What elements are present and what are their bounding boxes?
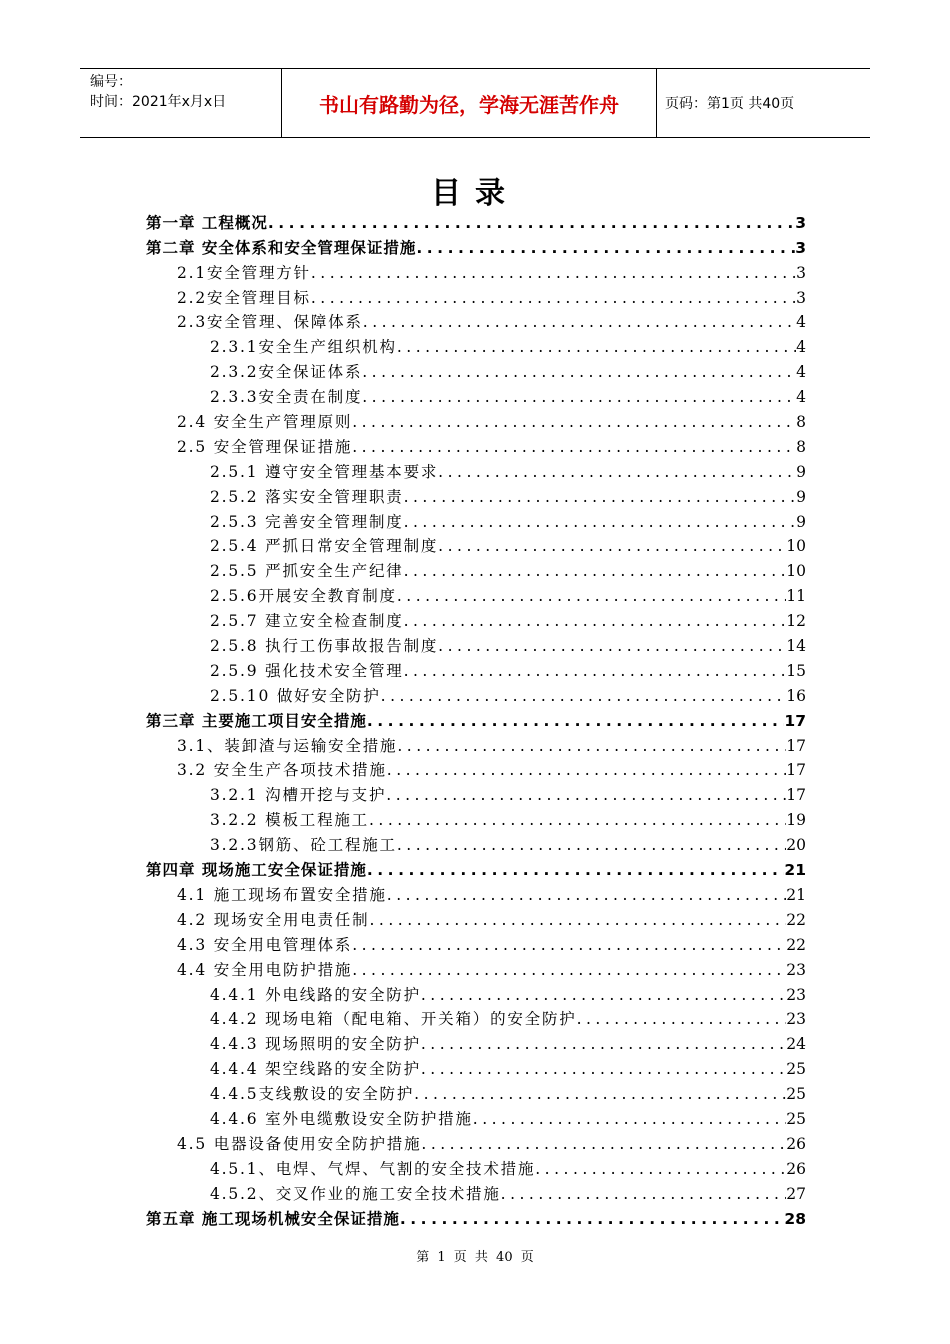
toc-leader-dots	[352, 436, 796, 458]
toc-entry-label: 第四章 现场施工安全保证措施	[146, 861, 367, 880]
toc-leader-dots	[397, 735, 786, 757]
toc-entry-page: 4	[796, 338, 806, 357]
toc-entry-page: 14	[786, 637, 806, 656]
toc-entry[interactable]	[146, 906, 806, 931]
toc-leader-dots	[421, 1033, 786, 1055]
toc-leader-dots	[421, 984, 786, 1006]
toc-entry-label: 2.2安全管理目标	[177, 288, 311, 307]
toc-entry-page: 16	[786, 686, 806, 705]
toc-leader-dots	[311, 287, 796, 309]
toc-entry-label: 2.5.2 落实安全管理职责	[210, 487, 404, 506]
toc-leader-dots	[438, 535, 786, 557]
header-meta	[80, 69, 282, 137]
toc-leader-dots	[387, 759, 786, 781]
header-page-info: 页码：第1页 共40页	[665, 96, 795, 112]
toc-entry[interactable]	[146, 931, 806, 956]
toc-entry[interactable]	[146, 582, 806, 607]
toc-leader-dots	[438, 461, 796, 483]
toc-entry-label: 第三章 主要施工项目安全措施	[146, 711, 367, 730]
toc-entry-label: 4.2 现场安全用电责任制	[177, 910, 370, 929]
toc-entry[interactable]	[146, 1205, 806, 1230]
toc-leader-dots	[369, 809, 786, 831]
toc-entry-label: 4.4.3 现场照明的安全防护	[210, 1035, 421, 1054]
toc-entry[interactable]	[146, 1030, 806, 1055]
toc-entry-page: 10	[786, 562, 806, 581]
toc-entry-page: 25	[786, 1109, 806, 1128]
toc-entry-label: 第一章 工程概况	[146, 213, 268, 232]
toc-entry-page: 25	[786, 1085, 806, 1104]
toc-entry[interactable]	[146, 1130, 806, 1155]
toc-entry-page: 24	[786, 1035, 806, 1054]
toc-entry-page: 26	[786, 1134, 806, 1153]
toc-leader-dots	[367, 859, 785, 881]
toc-entry-label: 2.5.7 建立安全检查制度	[210, 612, 404, 631]
toc-entry-label: 2.5.5 严抓安全生产纪律	[210, 562, 404, 581]
header-motto: 书山有路勤为径，学海无涯苦作舟	[282, 69, 657, 137]
toc-leader-dots	[400, 1208, 785, 1230]
toc-leader-dots	[362, 361, 796, 383]
toc-entry-label: 4.4 安全用电防护措施	[177, 960, 353, 979]
toc-entry-label: 4.3 安全用电管理体系	[177, 935, 353, 954]
toc-entry-page: 26	[786, 1159, 806, 1178]
toc-leader-dots	[369, 909, 786, 931]
toc-leader-dots	[386, 784, 786, 806]
toc-entry-label: 2.3.1安全生产组织机构	[210, 338, 397, 357]
toc-leader-dots	[421, 1133, 786, 1155]
toc-entry-label: 2.5.1 遵守安全管理基本要求	[210, 462, 439, 481]
toc-entry-page: 17	[784, 711, 806, 730]
toc-entry-page: 4	[796, 388, 806, 407]
toc-entry-label: 2.1安全管理方针	[177, 263, 311, 282]
toc-leader-dots	[404, 560, 787, 582]
toc-entry[interactable]	[146, 1105, 806, 1130]
toc-entry[interactable]	[146, 508, 806, 533]
toc-entry[interactable]	[146, 358, 806, 383]
toc-entry-label: 2.5.10 做好安全防护	[210, 686, 381, 705]
toc-entry-page: 8	[796, 437, 806, 456]
toc-leader-dots	[397, 585, 786, 607]
toc-entry[interactable]	[146, 607, 806, 632]
toc-leader-dots	[404, 511, 797, 533]
toc-entry-page: 21	[786, 885, 806, 904]
toc-entry-label: 第五章 施工现场机械安全保证措施	[146, 1209, 400, 1228]
toc-entry-page: 17	[786, 736, 806, 755]
toc-entry-page: 3	[796, 288, 806, 307]
toc-entry-page: 28	[784, 1209, 806, 1228]
toc-entry-page: 21	[784, 861, 806, 880]
toc-entry[interactable]	[146, 1055, 806, 1080]
toc-entry-page: 11	[786, 587, 806, 606]
toc-leader-dots	[397, 336, 796, 358]
toc-entry[interactable]	[146, 383, 806, 408]
toc-leader-dots	[404, 660, 787, 682]
toc-leader-dots	[381, 685, 787, 707]
toc-entry-label: 4.4.4 架空线路的安全防护	[210, 1060, 421, 1079]
toc-entry-page: 10	[786, 537, 806, 556]
toc-entry[interactable]	[146, 209, 806, 234]
toc-entry[interactable]	[146, 856, 806, 881]
toc-entry[interactable]	[146, 284, 806, 309]
toc-entry[interactable]	[146, 483, 806, 508]
page-header	[80, 68, 870, 138]
toc-entry-page: 17	[786, 786, 806, 805]
toc-entry-label: 3.2.3钢筋、砼工程施工	[210, 836, 397, 855]
number-label: 编号：	[90, 74, 132, 90]
toc-entry-page: 3	[795, 213, 806, 232]
toc-leader-dots	[577, 1008, 787, 1030]
toc-entry-label: 第二章 安全体系和安全管理保证措施	[146, 238, 417, 257]
toc-leader-dots	[311, 262, 796, 284]
toc-entry-label: 4.5 电器设备使用安全防护措施	[177, 1134, 422, 1153]
toc-leader-dots	[397, 834, 786, 856]
toc-entry-label: 2.4 安全生产管理原则	[177, 413, 353, 432]
toc-entry[interactable]	[146, 757, 806, 782]
toc-entry-label: 2.5.8 执行工伤事故报告制度	[210, 637, 439, 656]
toc-leader-dots	[367, 710, 785, 732]
toc-entry-page: 3	[795, 238, 806, 257]
toc-entry[interactable]	[146, 682, 806, 707]
toc-leader-dots	[387, 884, 786, 906]
toc-entry[interactable]	[146, 956, 806, 981]
toc-leader-dots	[363, 311, 796, 333]
toc-entry[interactable]	[146, 1080, 806, 1105]
toc-entry-page: 23	[786, 985, 806, 1004]
toc-leader-dots	[535, 1158, 786, 1180]
toc-entry[interactable]	[146, 1155, 806, 1180]
toc-leader-dots	[501, 1183, 787, 1205]
toc-entry-label: 4.4.5支线敷设的安全防护	[210, 1085, 415, 1104]
toc-entry[interactable]	[146, 433, 806, 458]
toc-entry[interactable]	[146, 831, 806, 856]
toc-leader-dots	[404, 486, 797, 508]
toc-entry-label: 4.4.1 外电线路的安全防护	[210, 985, 421, 1004]
toc-entry[interactable]	[146, 632, 806, 657]
toc-entry[interactable]	[146, 707, 806, 732]
toc-entry-page: 27	[786, 1184, 806, 1203]
toc-leader-dots	[438, 635, 786, 657]
toc-entry[interactable]	[146, 981, 806, 1006]
toc-leader-dots	[352, 934, 786, 956]
toc-entry-page: 9	[796, 462, 806, 481]
toc-entry-label: 2.5.3 完善安全管理制度	[210, 512, 404, 531]
toc-entry-page: 12	[786, 612, 806, 631]
toc-entry-page: 8	[796, 413, 806, 432]
toc-leader-dots	[473, 1108, 786, 1130]
toc-entry[interactable]	[146, 781, 806, 806]
toc-entry[interactable]	[146, 806, 806, 831]
toc-entry[interactable]	[146, 881, 806, 906]
time-label: 时间：2021年x月x日	[90, 94, 227, 110]
toc-entry-page: 17	[786, 761, 806, 780]
toc-entry[interactable]	[146, 1180, 806, 1205]
toc-entry-label: 3.2.1 沟槽开挖与支护	[210, 786, 387, 805]
toc-entry[interactable]	[146, 333, 806, 358]
toc-entry[interactable]	[146, 234, 806, 259]
toc-entry-page: 19	[786, 811, 806, 830]
toc-entry-label: 2.3.3安全责在制度	[210, 388, 363, 407]
toc-entry-page: 23	[786, 960, 806, 979]
toc-entry-label: 3.1、装卸渣与运输安全措施	[177, 736, 398, 755]
toc-entry-page: 4	[796, 313, 806, 332]
toc-leader-dots	[362, 386, 796, 408]
toc-entry[interactable]	[146, 1006, 806, 1031]
toc-entry-label: 4.1 施工现场布置安全措施	[177, 885, 387, 904]
toc-leader-dots	[404, 610, 787, 632]
toc-entry-label: 4.5.1、电焊、气焊、气割的安全技术措施	[210, 1159, 536, 1178]
toc-entry[interactable]	[146, 408, 806, 433]
toc-entry[interactable]	[146, 732, 806, 757]
table-of-contents	[146, 209, 806, 1230]
toc-entry-label: 2.5.6开展安全教育制度	[210, 587, 397, 606]
toc-leader-dots	[268, 212, 795, 234]
toc-entry-page: 20	[786, 836, 806, 855]
toc-entry-page: 9	[796, 512, 806, 531]
toc-entry-label: 2.3.2安全保证体系	[210, 363, 363, 382]
toc-leader-dots	[416, 237, 795, 259]
toc-entry-page: 23	[786, 1010, 806, 1029]
toc-entry-label: 3.2.2 模板工程施工	[210, 811, 369, 830]
toc-leader-dots	[352, 959, 786, 981]
toc-entry-page: 3	[796, 263, 806, 282]
toc-entry-label: 2.3安全管理、保障体系	[177, 313, 363, 332]
toc-entry-label: 3.2 安全生产各项技术措施	[177, 761, 387, 780]
toc-entry-page: 22	[786, 935, 806, 954]
toc-entry[interactable]	[146, 533, 806, 558]
toc-entry-page: 9	[796, 487, 806, 506]
toc-entry-label: 2.5 安全管理保证措施	[177, 437, 353, 456]
toc-entry-label: 4.5.2、交叉作业的施工安全技术措施	[210, 1184, 501, 1203]
toc-entry[interactable]	[146, 557, 806, 582]
toc-entry[interactable]	[146, 259, 806, 284]
toc-entry-label: 2.5.4 严抓日常安全管理制度	[210, 537, 439, 556]
toc-entry[interactable]	[146, 309, 806, 334]
toc-entry[interactable]	[146, 458, 806, 483]
toc-entry-label: 2.5.9 强化技术安全管理	[210, 661, 404, 680]
toc-entry-page: 22	[786, 910, 806, 929]
toc-entry-page: 25	[786, 1060, 806, 1079]
toc-entry-label: 4.4.2 现场电箱（配电箱、开关箱）的安全防护	[210, 1010, 577, 1029]
toc-leader-dots	[421, 1058, 786, 1080]
toc-entry-label: 4.4.6 室外电缆敷设安全防护措施	[210, 1109, 473, 1128]
toc-leader-dots	[414, 1083, 786, 1105]
page-footer: 第 1 页 共 40 页	[416, 1250, 534, 1265]
toc-entry[interactable]	[146, 657, 806, 682]
toc-entry-page: 15	[786, 661, 806, 680]
toc-leader-dots	[352, 411, 796, 433]
toc-entry-page: 4	[796, 363, 806, 382]
toc-title: 目录	[431, 176, 519, 211]
